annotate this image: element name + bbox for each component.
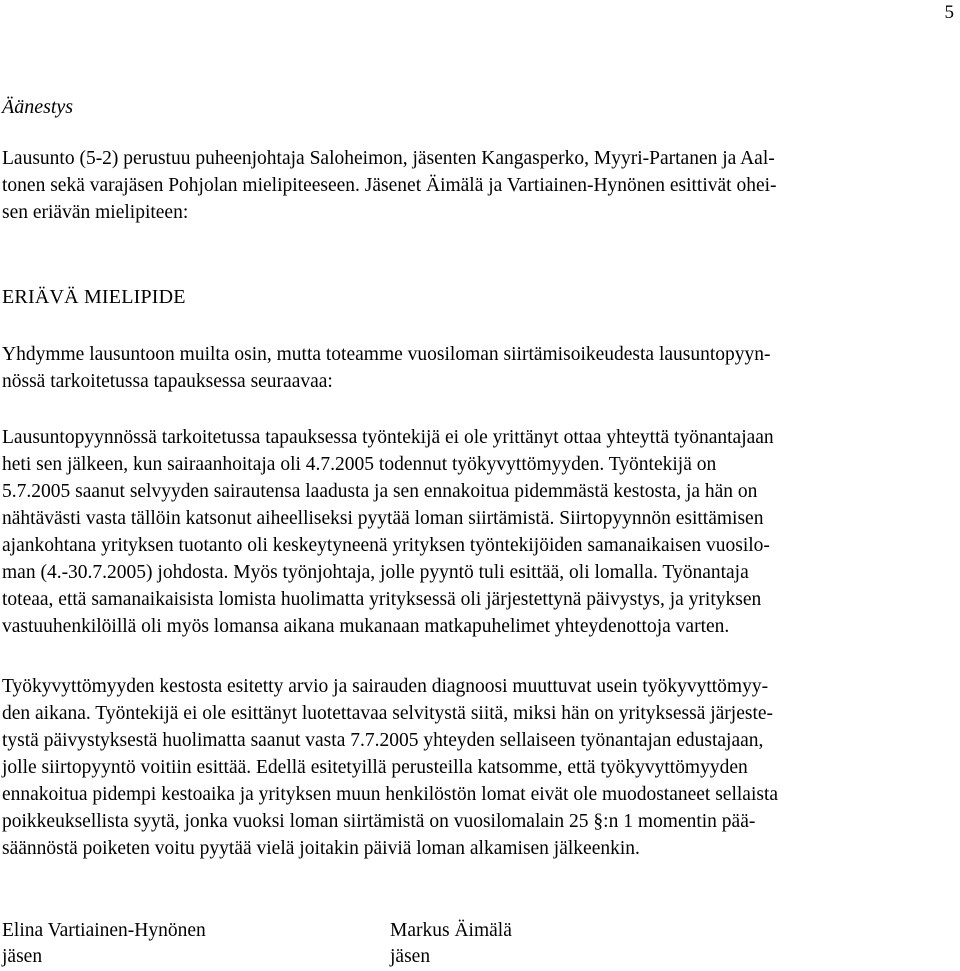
signatory-role: jäsen — [390, 946, 431, 967]
paragraph-vote-summary — [2, 145, 958, 226]
page-number: 5 — [944, 2, 954, 23]
section-heading: Äänestys — [2, 96, 74, 118]
text-line: Lausuntopyynnössä tarkoitetussa tapauksessa työntekijä ei ole yrittänyt ottaa yhteyttä työnantajaan — [2, 427, 774, 448]
text-line: poikkeuksellista syytä, jonka vuoksi loman siirtämistä on vuosilomalain 25 §:n 1 momentin pää- — [2, 811, 756, 832]
signature-block-2 — [390, 918, 512, 970]
text-line: toteaa, että samanaikaisista lomista huolimatta yrityksessä oli järjestettynä päivystys, ja yrityksen — [2, 589, 762, 610]
signatory-name: Elina Vartiainen-Hynönen — [2, 920, 206, 941]
text-line: sen eriävän mielipiteen: — [2, 202, 189, 223]
text-line: ajankohtana yrityksen tuotanto oli keskeytyneenä yrityksen työntekijöiden samanaikaisen vuosilo- — [2, 535, 770, 556]
text-line: Lausunto (5-2) perustuu puheenjohtaja Saloheimon, jäsenten Kangasperko, Myyri-Partanen ja Aal- — [2, 148, 775, 169]
text-line: vastuuhenkilöillä oli myös lomansa aikana mukanaan matkapuhelimet yhteydenottoja varten. — [2, 616, 730, 637]
dissent-heading: ERIÄVÄ MIELIPIDE — [2, 286, 186, 308]
text-line: Yhdymme lausuntoon muilta osin, mutta toteamme vuosiloman siirtämisoikeudesta lausuntopyyn- — [2, 344, 771, 365]
text-line: Työkyvyttömyyden kestosta esitetty arvio ja sairauden diagnoosi muuttuvat usein työkyvyttömyy- — [2, 676, 769, 697]
text-line: nähtävästi vasta tällöin katsonut aiheelliseksi pyytää loman siirtämistä. Siirtopyynnön esittämisen — [2, 508, 764, 529]
text-line: nössä tarkoitetussa tapauksessa seuraavaa: — [2, 371, 333, 392]
text-line: säännöstä poiketen voitu pyytää vielä joitakin päiviä loman alkamisen jälkeenkin. — [2, 838, 640, 859]
paragraph-case-facts — [2, 424, 958, 640]
text-line: tystä päivystyksestä huolimatta saanut vasta 7.7.2005 yhteyden sellaiseen työnantajan edustajaan, — [2, 730, 764, 751]
text-line: jolle siirtopyyntö voitiin esittää. Edellä esitetyillä perusteilla katsomme, että työkyvyttömyyden — [2, 757, 748, 778]
text-line: man (4.-30.7.2005) johdosta. Myös työnjohtaja, jolle pyyntö tuli esittää, oli lomalla. Työnantaja — [2, 562, 749, 583]
text-line: tonen sekä varajäsen Pohjolan mielipiteeseen. Jäsenet Äimälä ja Vartiainen-Hynönen esittivät ohei- — [2, 175, 777, 196]
paragraph-conclusion — [2, 673, 958, 862]
text-line: 5.7.2005 saanut selvyyden sairautensa laadusta ja sen ennakoitua pidemmästä kestosta, ja hän on — [2, 481, 758, 502]
signature-block-1 — [2, 918, 206, 970]
text-line: heti sen jälkeen, kun sairaanhoitaja oli 4.7.2005 todennut työkyvyttömyyden. Työntekijä on — [2, 454, 717, 475]
text-line: ennakoitua pidempi kestoaika ja yrityksen muun henkilöstön lomat eivät ole muodostaneet sellaista — [2, 784, 779, 805]
text-line: den aikana. Työntekijä ei ole esittänyt luotettavaa selvitystä siitä, miksi hän on yrityksessä järjeste- — [2, 703, 774, 724]
signatory-role: jäsen — [2, 946, 43, 967]
signatory-name: Markus Äimälä — [390, 920, 512, 941]
paragraph-dissent-intro — [2, 341, 958, 395]
